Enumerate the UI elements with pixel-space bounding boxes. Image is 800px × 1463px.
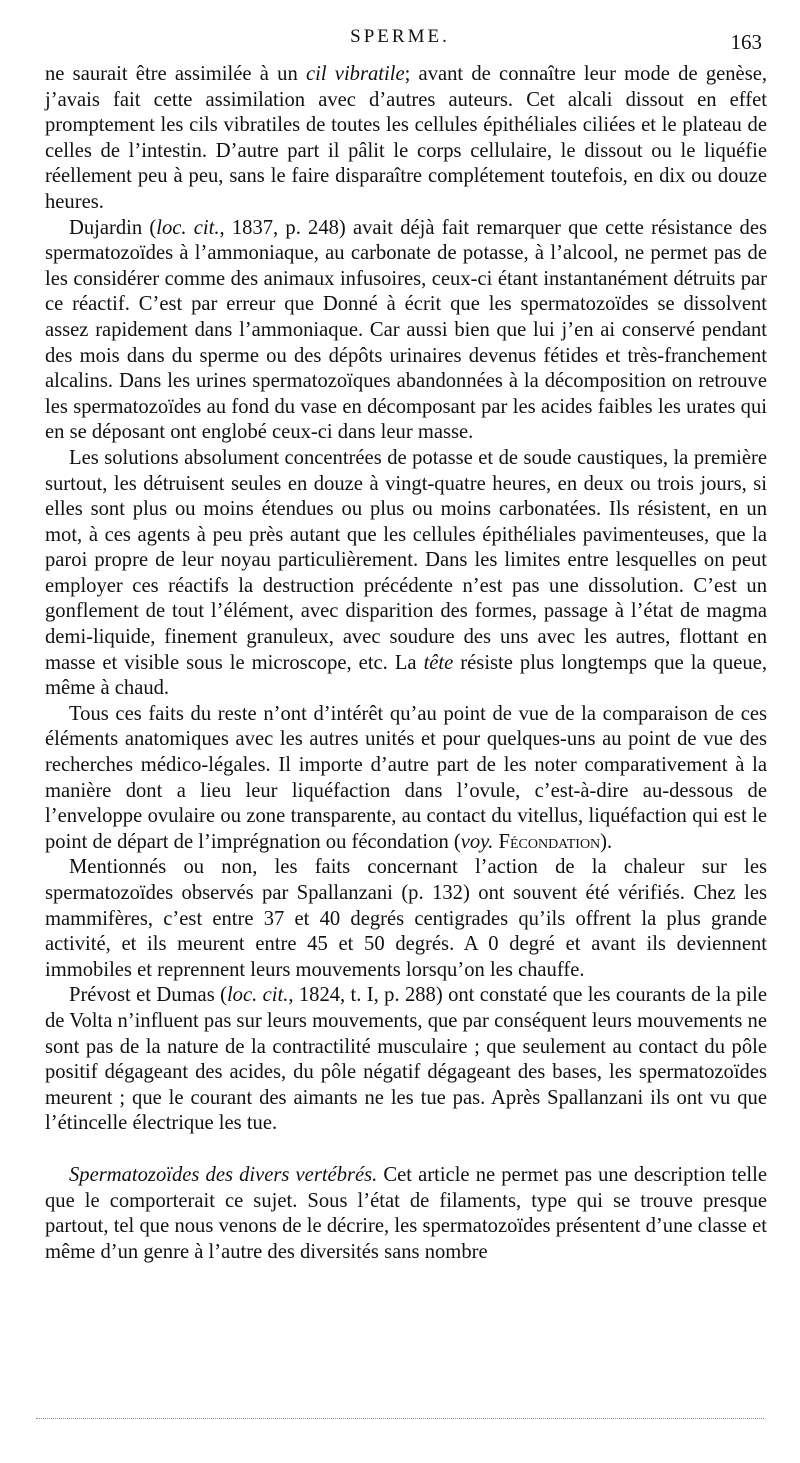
text-run: Prévost et Dumas ( bbox=[69, 984, 227, 1007]
section-paragraph bbox=[45, 1163, 767, 1265]
italic-text: loc. cit. bbox=[226, 984, 289, 1007]
text-run: Les solutions absolument concentrées de potasse et de soude caustiques, la première surtout, les détruisent seules en douze à vingt-quatre heures, en deux ou trois jours, si elles sont plus ou moins étendues ou plus ou moins carbonatées. Ils résistent, en un mot, à ces agents à peu près autant que les cellules épithéliales pavimenteuses, que la paroi propre de leur noyau particulièrement. Dans les limites entre lesquelles on peut employer ces réactifs la destruction précédente n’est pas une dissolution. C’est un gonflement de tout l’élément, avec disparition des formes, passage à l’état de magma demi-liquide, finement granuleux, avec soudure des uns avec les autres, flottant en masse et visible sous le microscope, etc. La bbox=[45, 446, 767, 674]
small-caps-text: Fécondation bbox=[498, 830, 601, 853]
text-run: résiste plus longtemps que la queue, même à chaud. bbox=[45, 651, 767, 700]
text-run: Tous ces faits du reste n’ont d’intérêt qu’au point de vue de la comparaison de ces éléments anatomiques avec les autres unités et pour quelques-uns au point de vue des recherches médico-légales. Il importe d’autre part de les noter comparativement à la manière dont a lieu leur liquéfaction dans l’ovule, c’est-à-dire au-dessous de l’enveloppe ovulaire ou zone transparente, au contact du vitellus, liquéfaction qui est le point de départ de l’imprégnation ou fécondation ( bbox=[45, 702, 767, 853]
paragraph bbox=[45, 446, 767, 702]
paragraph bbox=[45, 62, 767, 216]
paragraph bbox=[45, 702, 767, 856]
italic-text: cil vibratile bbox=[305, 63, 405, 85]
text-run: ; avant de connaître leur mode de genèse, j’avais fait cette assimilation avec d’autres auteurs. Cet alcali dissout en effet promptement les cils vibratiles de toutes les cellules épithéliales ciliées et le plateau de celles de l’intestin. D’autre part il pâlit le corps cellulaire, le dissout ou le liquéfie réellement peu à peu, sans le faire disparaître complétement toutefois, en dix ou douze heures. bbox=[45, 63, 768, 213]
text-run: ). bbox=[600, 830, 613, 853]
paragraph bbox=[45, 216, 767, 446]
text-run: Dujardin ( bbox=[69, 216, 157, 239]
text-run: ne saurait être assimilée à un bbox=[45, 63, 306, 85]
italic-text: voy. bbox=[460, 830, 494, 853]
paragraph bbox=[45, 855, 767, 983]
paragraph bbox=[45, 983, 767, 1137]
italic-text: loc. cit. bbox=[156, 216, 220, 239]
text-run: Cet article ne permet pas une description telle que le comporterait ce sujet. Sous l’état de filaments, type qui se trouve presque partout, tel que nous venons de le décrire, les spermatozoïdes présentent d’une classe et même d’un genre à l’autre des diversités sans nombre bbox=[45, 1163, 767, 1263]
page-number: 163 bbox=[730, 30, 762, 54]
footer-divider bbox=[36, 1418, 764, 1419]
italic-text: tête bbox=[423, 651, 454, 674]
text-run: Mentionnés ou non, les faits concernant l’action de la chaleur sur les spermatozoïdes observés par Spallanzani (p. 132) ont souvent été vérifiés. Chez les mammifères, c’est entre 37 et 40 degrés centigrades qu’ils offrent la plus grande activité, et ils meurent entre 45 et 50 degrés. A 0 degré et avant ils deviennent immobiles et reprennent leurs mouvements lorsqu’on les chauffe. bbox=[45, 856, 767, 981]
text-run: , 1837, p. 248) avait déjà fait remarquer que cette résistance des spermatozoïdes à l’ammoniaque, au carbonate de potasse, à l’alcool, ne permet pas de les considérer comme des animaux infusoires, ceux-ci étant instantanément détruits par ce réactif. C’est par erreur que Donné à écrit que les spermatozoïdes se dissolvent assez rapidement dans l’ammoniaque. Car aussi bien que lui j’en ai conservé pendant des mois dans du sperme ou des dépôts urinaires devenus fétides et très-franchement alcalins. Dans les urines spermatozoïques abandonnées à la décomposition on retrouve les spermatozoïdes au fond du vase en décomposant par les acides faibles les urates qui en se déposant ont englobé ceux-ci dans leur masse. bbox=[45, 216, 767, 444]
running-title: SPERME. bbox=[350, 26, 450, 47]
italic-text: Spermatozoïdes des divers vertébrés. bbox=[69, 1163, 378, 1186]
page-header bbox=[0, 26, 800, 56]
text-run: , 1824, t. I, p. 288) ont constaté que les courants de la pile de Volta n’influent pas sur leurs mouvements, que par conséquent leurs mouvements ne sont pas de la nature de la contractilité musculaire ; que seulement au contact du pôle positif dégageant des acides, du pôle négatif dégageant des bases, les spermatozoïdes meurent ; que le courant des aimants ne les tue pas. Après Spallanzani ils ont vu que l’étincelle électrique les tue. bbox=[45, 984, 767, 1135]
body-text bbox=[45, 62, 767, 1265]
